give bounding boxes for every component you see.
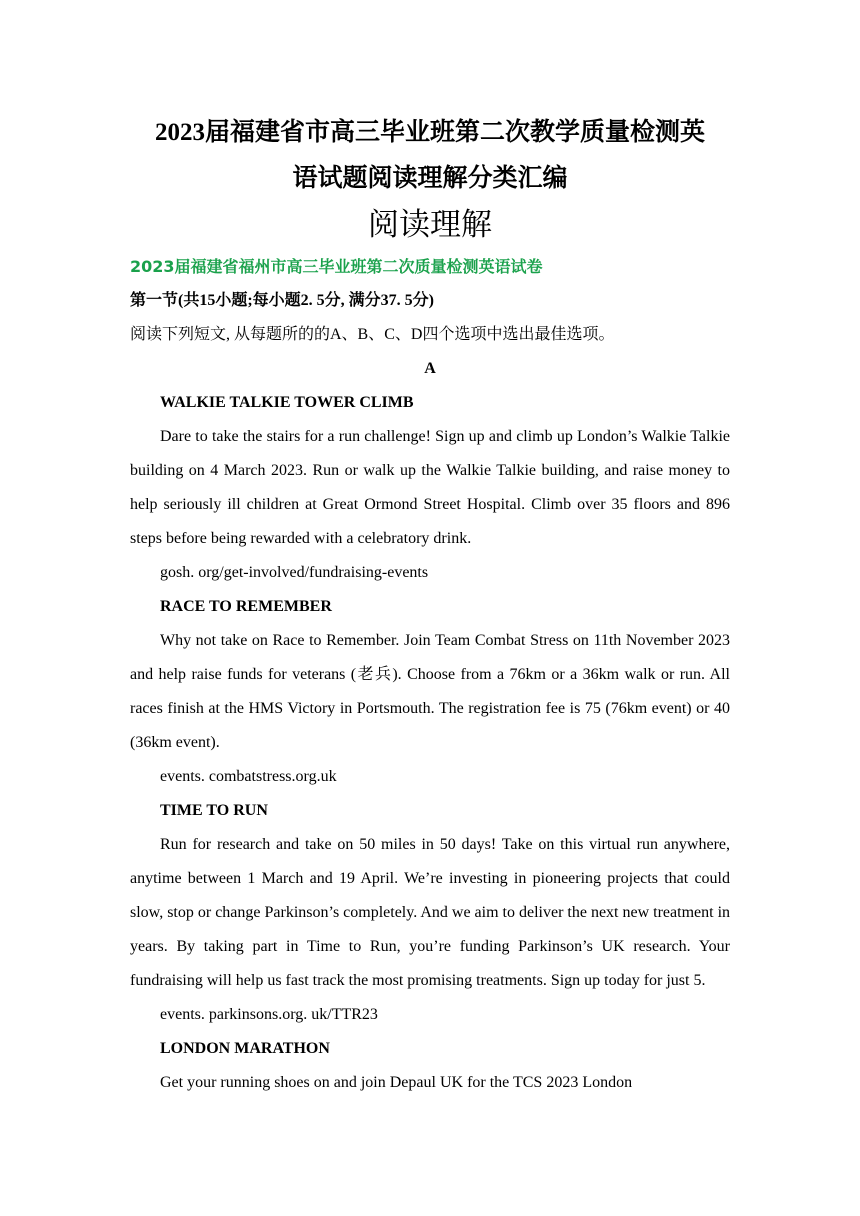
- event-heading: WALKIE TALKIE TOWER CLIMB: [160, 394, 414, 411]
- event-description: Get your running shoes on and join Depaul UK for the TCS 2023 London: [160, 1074, 633, 1091]
- instruction: 阅读下列短文, 从每题所的的A、B、C、D四个选项中选出最佳选项。: [130, 326, 615, 343]
- event-heading: TIME TO RUN: [160, 802, 268, 819]
- event-link: events. parkinsons.org. uk/TTR23: [160, 1006, 378, 1023]
- event-heading: LONDON MARATHON: [160, 1040, 330, 1057]
- event-description: Dare to take the stairs for a run challenge! Sign up and climb up London’s Walkie Talkie building on 4 March 2023. Run or walk up the Walkie Talkie building, and raise money to help seriously ill children at Great Ormond Street Hospital. Climb over 35 floors and 896 steps before being rewarded with a celebratory drink.: [130, 428, 730, 547]
- event-link: gosh. org/get-involved/fundraising-events: [160, 564, 429, 581]
- section-title: 阅读理解: [368, 207, 492, 243]
- document-content: [130, 110, 730, 1100]
- document-title-line-1: 2023届福建省市高三毕业班第二次教学质量检测英: [154, 119, 705, 146]
- event-link: events. combatstress.org.uk: [160, 768, 337, 785]
- section-info: 第一节(共15小题;每小题2. 5分, 满分37. 5分): [130, 292, 434, 309]
- document-title-line-2: 语试题阅读理解分类汇编: [292, 165, 568, 192]
- event-description: Why not take on Race to Remember. Join Team Combat Stress on 11th November 2023 and help raise funds for veterans (老兵). Choose from a 76km or a 36km walk or run. All races finish at the HMS Victory in Portsmouth. The registration fee is 75 (76km event) or 40 (36km event).: [130, 632, 730, 751]
- event-description: Run for research and take on 50 miles in 50 days! Take on this virtual run anywhere, anytime between 1 March and 19 April. We’re investing in pioneering projects that could slow, stop or change Parkinson’s completely. And we aim to deliver the next new treatment in years. By taking part in Time to Run, you’re funding Parkinson’s UK research. Your fundraising will help us fast track the most promising treatments. Sign up today for just 5.: [130, 836, 731, 989]
- exam-source: 2023届福建省福州市高三毕业班第二次质量检测英语试卷: [130, 257, 543, 276]
- passage-letter: A: [424, 360, 436, 377]
- event-heading: RACE TO REMEMBER: [160, 598, 332, 615]
